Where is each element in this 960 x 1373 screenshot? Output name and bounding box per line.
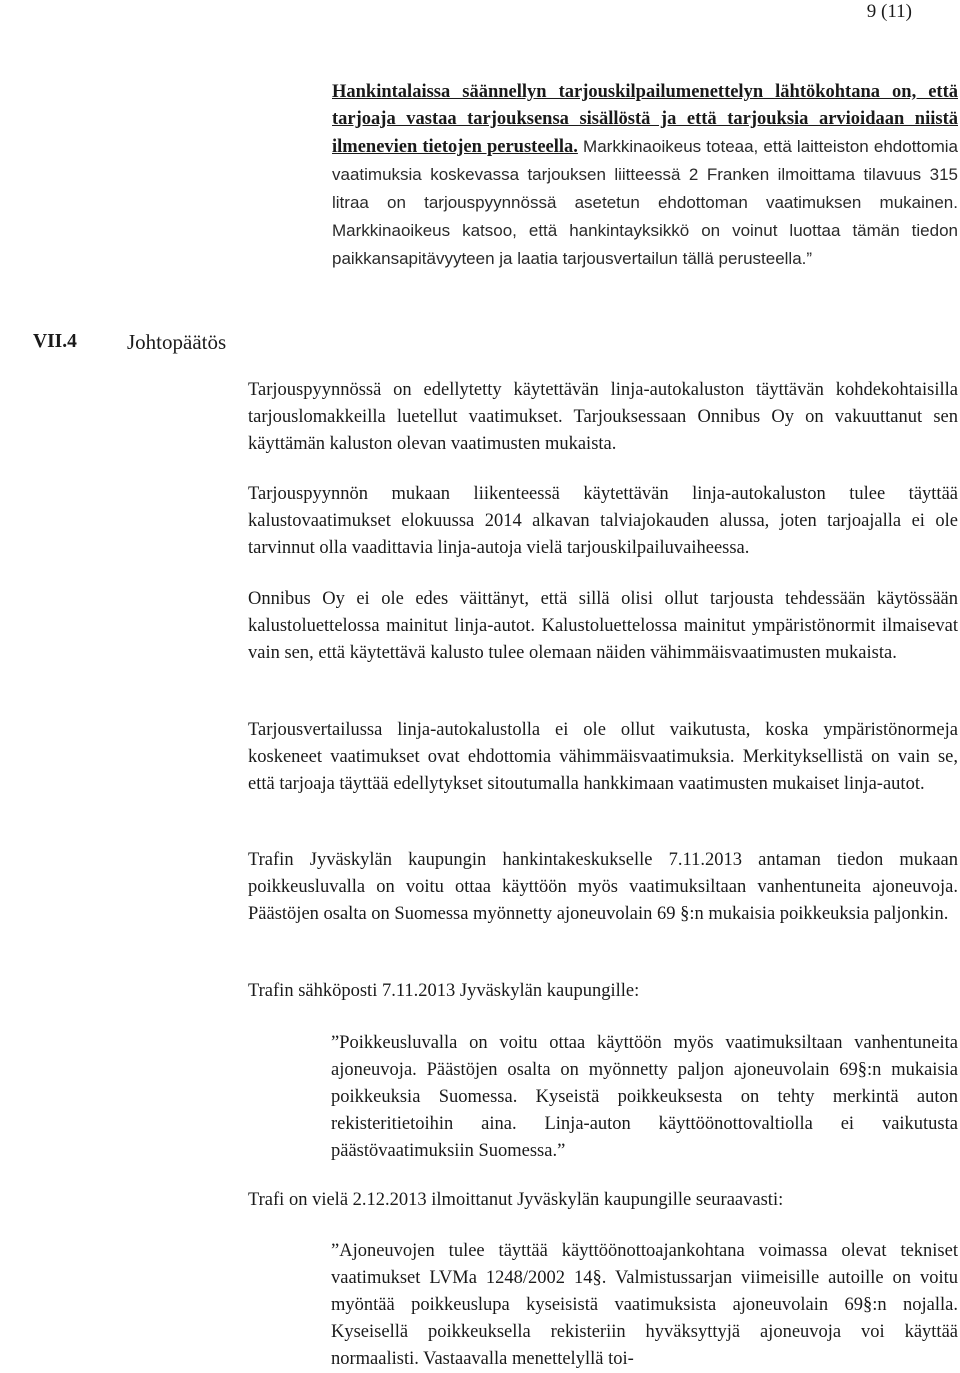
- quote-1-text: ”Poikkeusluvalla on voitu ottaa käyttöön myös vaatimuksiltaan vanhentuneita ajoneuvoja. Päästöjen osalta on myönnetty paljon ajoneuvolain 69§:n mukaisia poikkeuksia Suomessa. Kyseistä poikkeuksesta on tehty merkintä auton rekisteritietoihin aina. Linja-auton käyttöönottovaltiolla ei vaikutusta päästövaatimuksiin Suomessa.”: [331, 1033, 958, 1161]
- quote-2: [331, 1238, 958, 1373]
- intro-bold-text: Hankintalaissa säännellyn tarjouskilpailumenettelyn lähtökohtana on, että tarjoaja vastaa tarjouksensa sisällöstä ja että tarjouksia arvioidaan niistä ilmenevien tietojen perusteella.: [332, 82, 958, 157]
- paragraph-3-text: Onnibus Oy ei ole edes väittänyt, että sillä olisi ollut tarjousta tehdessään käytössään kalustoluettelossa mainitut linja-autot. Kalustoluettelossa mainitut ympäristönormit ilmaisevat vain sen, että käytettävä kalusto tulee olemaan näiden vähimmäisvaatimusten mukaista.: [248, 589, 958, 663]
- intro-paragraph: [332, 79, 958, 273]
- paragraph-3: [248, 586, 958, 667]
- page-number: 9 (11): [866, 1, 912, 22]
- paragraph-5: [248, 847, 958, 928]
- paragraph-4: [248, 717, 958, 798]
- paragraph-2-text: Tarjouspyynnön mukaan liikenteessä käytettävän linja-autokaluston tulee täyttää kalustovaatimukset elokuussa 2014 alkavan talviajokauden alussa, joten tarjoajalla ei ole tarvinnut olla vaadittavia linja-autoja vielä tarjouskilpailuvaiheessa.: [248, 484, 958, 558]
- paragraph-6: [248, 978, 958, 1005]
- paragraph-trafi: [248, 1187, 958, 1214]
- paragraph-5-text: Trafin Jyväskylän kaupungin hankintakeskukselle 7.11.2013 antaman tiedon mukaan poikkeusluvalla on voitu ottaa käyttöön myös vaatimuksiltaan vanhentuneita ajoneuvoja. Päästöjen osalta on Suomessa myönnetty ajoneuvolain 69 §:n mukaisia poikkeuksia paljonkin.: [248, 850, 958, 924]
- paragraph-2: [248, 481, 958, 562]
- paragraph-1-text: Tarjouspyynnössä on edellytetty käytettävän linja-autokaluston täyttävän kohdekohtaisilla tarjouslomakkeilla luetellut vaatimukset. Tarjouksessaan Onnibus Oy on vakuuttanut sen käyttämän kaluston olevan vaatimusten mukaista.: [248, 380, 958, 454]
- intro-text: Markkinaoikeus toteaa, että laitteiston ehdottomia vaatimuksia koskevassa tarjouksen liitteessä 2 Franken ilmoittama tilavuus 315 litraa on tarjouspyynnössä asetetun ehdottoman vaatimuksen mukainen. Markkinaoikeus katsoo, että hankintayksikkö on voinut luottaa tämän tiedon paikkansapitävyyteen ja laatia tarjousvertailun tällä perusteella.”: [332, 137, 958, 268]
- paragraph-4-text: Tarjousvertailussa linja-autokalustolla ei ole ollut vaikutusta, koska ympäristönormeja koskeneet vaatimukset ovat ehdottomia vähimmäisvaatimuksia. Merkityksellistä on vain se, että tarjoaja täyttää edellytykset sitoutumalla hankkimaan vaatimusten mukaiset linja-autot.: [248, 720, 958, 794]
- section-number: VII.4: [33, 331, 77, 352]
- paragraph-1: [248, 377, 958, 458]
- quote-1: [331, 1030, 958, 1165]
- quote-2-text: ”Ajoneuvojen tulee täyttää käyttöönottoajankohtana voimassa olevat tekniset vaatimukset LVMa 1248/2002 14§. Valmistussarjan viimeisille autoille on voitu myöntää poikkeuslupa kyseisistä vaatimuksista ajoneuvolain 69§:n nojalla. Kyseisellä poikkeuksella rekisteriin hyväksyttyjä ajoneuvoja voi käyttää normaalisti. Vastaavalla menettelyllä toi-: [331, 1241, 958, 1369]
- section-title: Johtopäätös: [127, 330, 227, 354]
- paragraph-trafi-text: Trafi on vielä 2.12.2013 ilmoittanut Jyväskylän kaupungille seuraavasti:: [248, 1190, 784, 1210]
- paragraph-6-text: Trafin sähköposti 7.11.2013 Jyväskylän kaupungille:: [248, 981, 640, 1001]
